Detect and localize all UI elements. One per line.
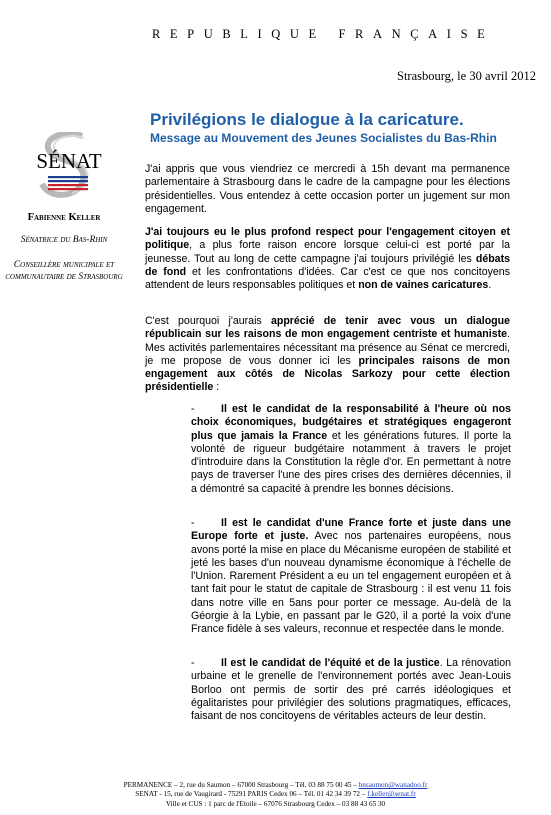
bullet-europe: - Il est le candidat d'une France forte et juste dans une Europe forte et juste. Avec nos partenaires européens, nous avons porté la mise en place du Mécanisme européen de stabilité et jeté les bases d'un nouveau dynamisme économique à l'échelle de l'Union. Rarement Président a eu un tel engagement européen et à tant fait pour le statut de capitale de Strasbourg : il est venu 11 fois dans notre ville en 5ans pour porter ce message. Au-delà de la Géorgie à la Lybie, en passant par le G20, il a porté la voix d'une France fidèle à ses valeurs, reconnue et respectée dans le monde. <box>191 517 511 636</box>
paragraph-2: J'ai toujours eu le plus profond respect pour l'engagement citoyen et politique, a plus forte raison encore lorsque celui-ci est porté par la jeunesse. Tout au long de cette campagne j'ai toujours privilégié les débats de fond et les confrontations d'idées. Car c'est ce que nos concitoyens attendent de leurs responsables politiques et non de vaines caricatures. <box>145 226 510 292</box>
paragraph-1: J'ai appris que vous viendriez ce mercredi à 15h devant ma permanence parlementaire à Strasbourg dans le cadre de la campagne pour les élections présidentielles. Vous entendez à cette occasion porter un jugement sur mon engagement. <box>145 163 510 215</box>
letter-subtitle: Message au Mouvement des Jeunes Socialistes du Bas-Rhin <box>150 131 497 145</box>
footer-contact: PERMANENCE – 2, rue du Saumon – 67000 Strasbourg – Tél. 03 88 75 00 45 – bnsaumon@wanadoo.fr SENAT - 15, rue de Vaugirard - 75291 PARIS Cedex 06 – Tél. 01 42 34 39 72 – f.keller@senat.fr Ville et CUS : 1 parc de l'Etoile – 67076 Strasbourg Cedex – 03 88 43 65 30 <box>123 781 428 808</box>
senat-email-link[interactable]: f.keller@senat.fr <box>367 790 416 799</box>
senat-logo-icon <box>26 132 112 198</box>
senator-name: Fabienne Keller <box>27 212 101 223</box>
senat-logo-text: SÉNAT <box>36 149 102 173</box>
permanence-email-link[interactable]: bnsaumon@wanadoo.fr <box>358 781 428 789</box>
paragraph-3: C'est pourquoi j'aurais apprécié de tenir avec vous un dialogue républicain sur les raisons de mon engagement centriste et humaniste. Mes activités parlementaires nécessitant ma présence au Sénat ce mercredi, je me propose de vous donner ici les principales raisons de mon engagement aux côtés de Nicolas Sarkozy pour cette élection présidentielle : <box>145 315 510 394</box>
republique-francaise-header: REPUBLIQUE FRANÇAISE <box>152 27 495 41</box>
bullet-equite: - Il est le candidat de l'équité et de la justice. La rénovation urbaine et le grenelle de l'environnement portés avec Jean-Louis Borloo ont permis de sortir des pré carrés idéologiques et égalitaristes pour privilégier des solutions pragmatiques, efficaces, faisant de nos concitoyens de véritables acteurs de leur destin. <box>191 657 511 723</box>
senator-role: Sénatrice du Bas-Rhin <box>20 235 108 245</box>
senator-role-municipal: Conseillère municipale et communautaire de Strasbourg <box>5 260 123 282</box>
letter-title: Privilégions le dialogue à la caricature. <box>150 110 464 129</box>
letter-date: Strasbourg, le 30 avril 2012 <box>397 69 536 83</box>
bullet-responsabilite: - Il est le candidat de la responsabilité à l'heure où nos choix économiques, budgétaires et stratégiques engageront plus que jamais la France et les générations futures. Il porte la volonté de rigueur budgétaire notamment à travers le projet d'introduire dans la Constitution la règle d'or. En permettant à notre pays de traverser l'une des pires crises des dernières décennies, il a démontré sa capacité à prendre les bonnes décisions. <box>191 403 511 495</box>
